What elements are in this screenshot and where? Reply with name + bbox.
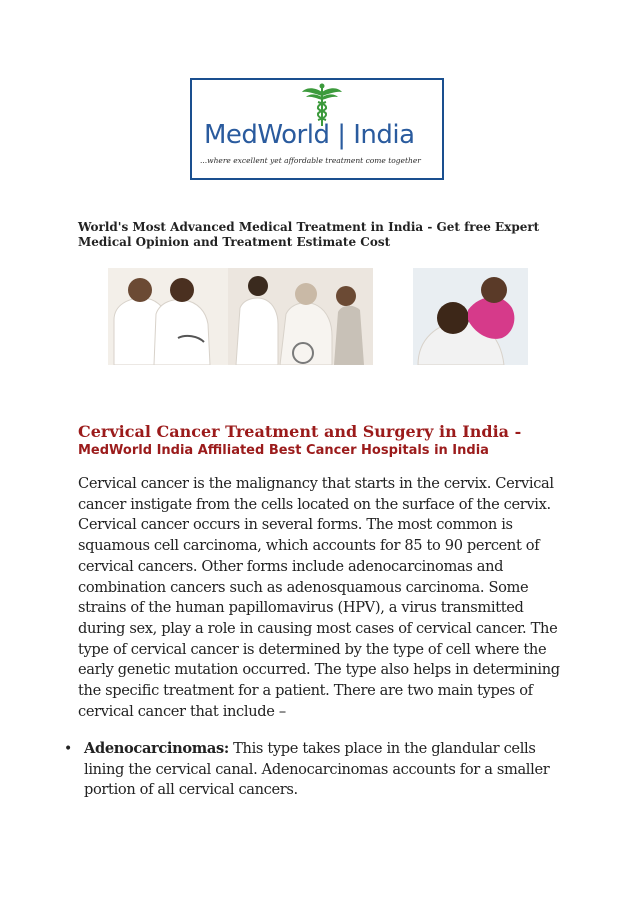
cancer-types-list <box>62 739 570 801</box>
logo-name-medworld: MedWorld <box>204 120 330 150</box>
logo-tagline: ...where excellent yet affordable treatment come together <box>200 156 421 165</box>
article-subheading: MedWorld India Affiliated Best Cancer Hospitals in India <box>78 443 489 458</box>
page-tagline: World's Most Advanced Medical Treatment in India - Get free Expert Medical Opinion and Treatment Estimate Cost <box>78 220 540 249</box>
article-heading: Cervical Cancer Treatment and Surgery in India - <box>78 422 522 441</box>
logo-wordmark <box>204 120 434 150</box>
article-body: Cervical cancer is the malignancy that starts in the cervix. Cervical cancer instigate from the cells located on the surface of the cervix. Cervical cancer occurs in several forms. The most common is squamous cell carcinoma, which accounts for 85 to 90 percent of cervical cancers. Other forms include adenocarcinomas and combination cancers such as adenosquamous carcinoma. Some strains of the human papillomavirus (HPV), a virus transmitted during sex, play a role in causing most cases of cervical cancer. The type of cervical cancer is determined by the type of cell where the early genetic mutation occurred. The type also helps in determining the specific treatment for a patient. There are two main types of cervical cancer that include – <box>78 475 560 720</box>
medworld-india-logo <box>190 78 444 180</box>
logo-separator: | <box>337 120 346 150</box>
logo-name-india: India <box>353 120 415 150</box>
list-item <box>62 739 570 801</box>
list-item-text: This type takes place in the glandular cells lining the cervical canal. Adenocarcinomas accounts for a smaller portion of all cervical cancers. <box>84 740 550 799</box>
bullet-icon: • <box>64 741 72 757</box>
list-item-term: Adenocarcinomas: <box>84 740 229 757</box>
medical-staff-patients-photo <box>108 268 528 365</box>
